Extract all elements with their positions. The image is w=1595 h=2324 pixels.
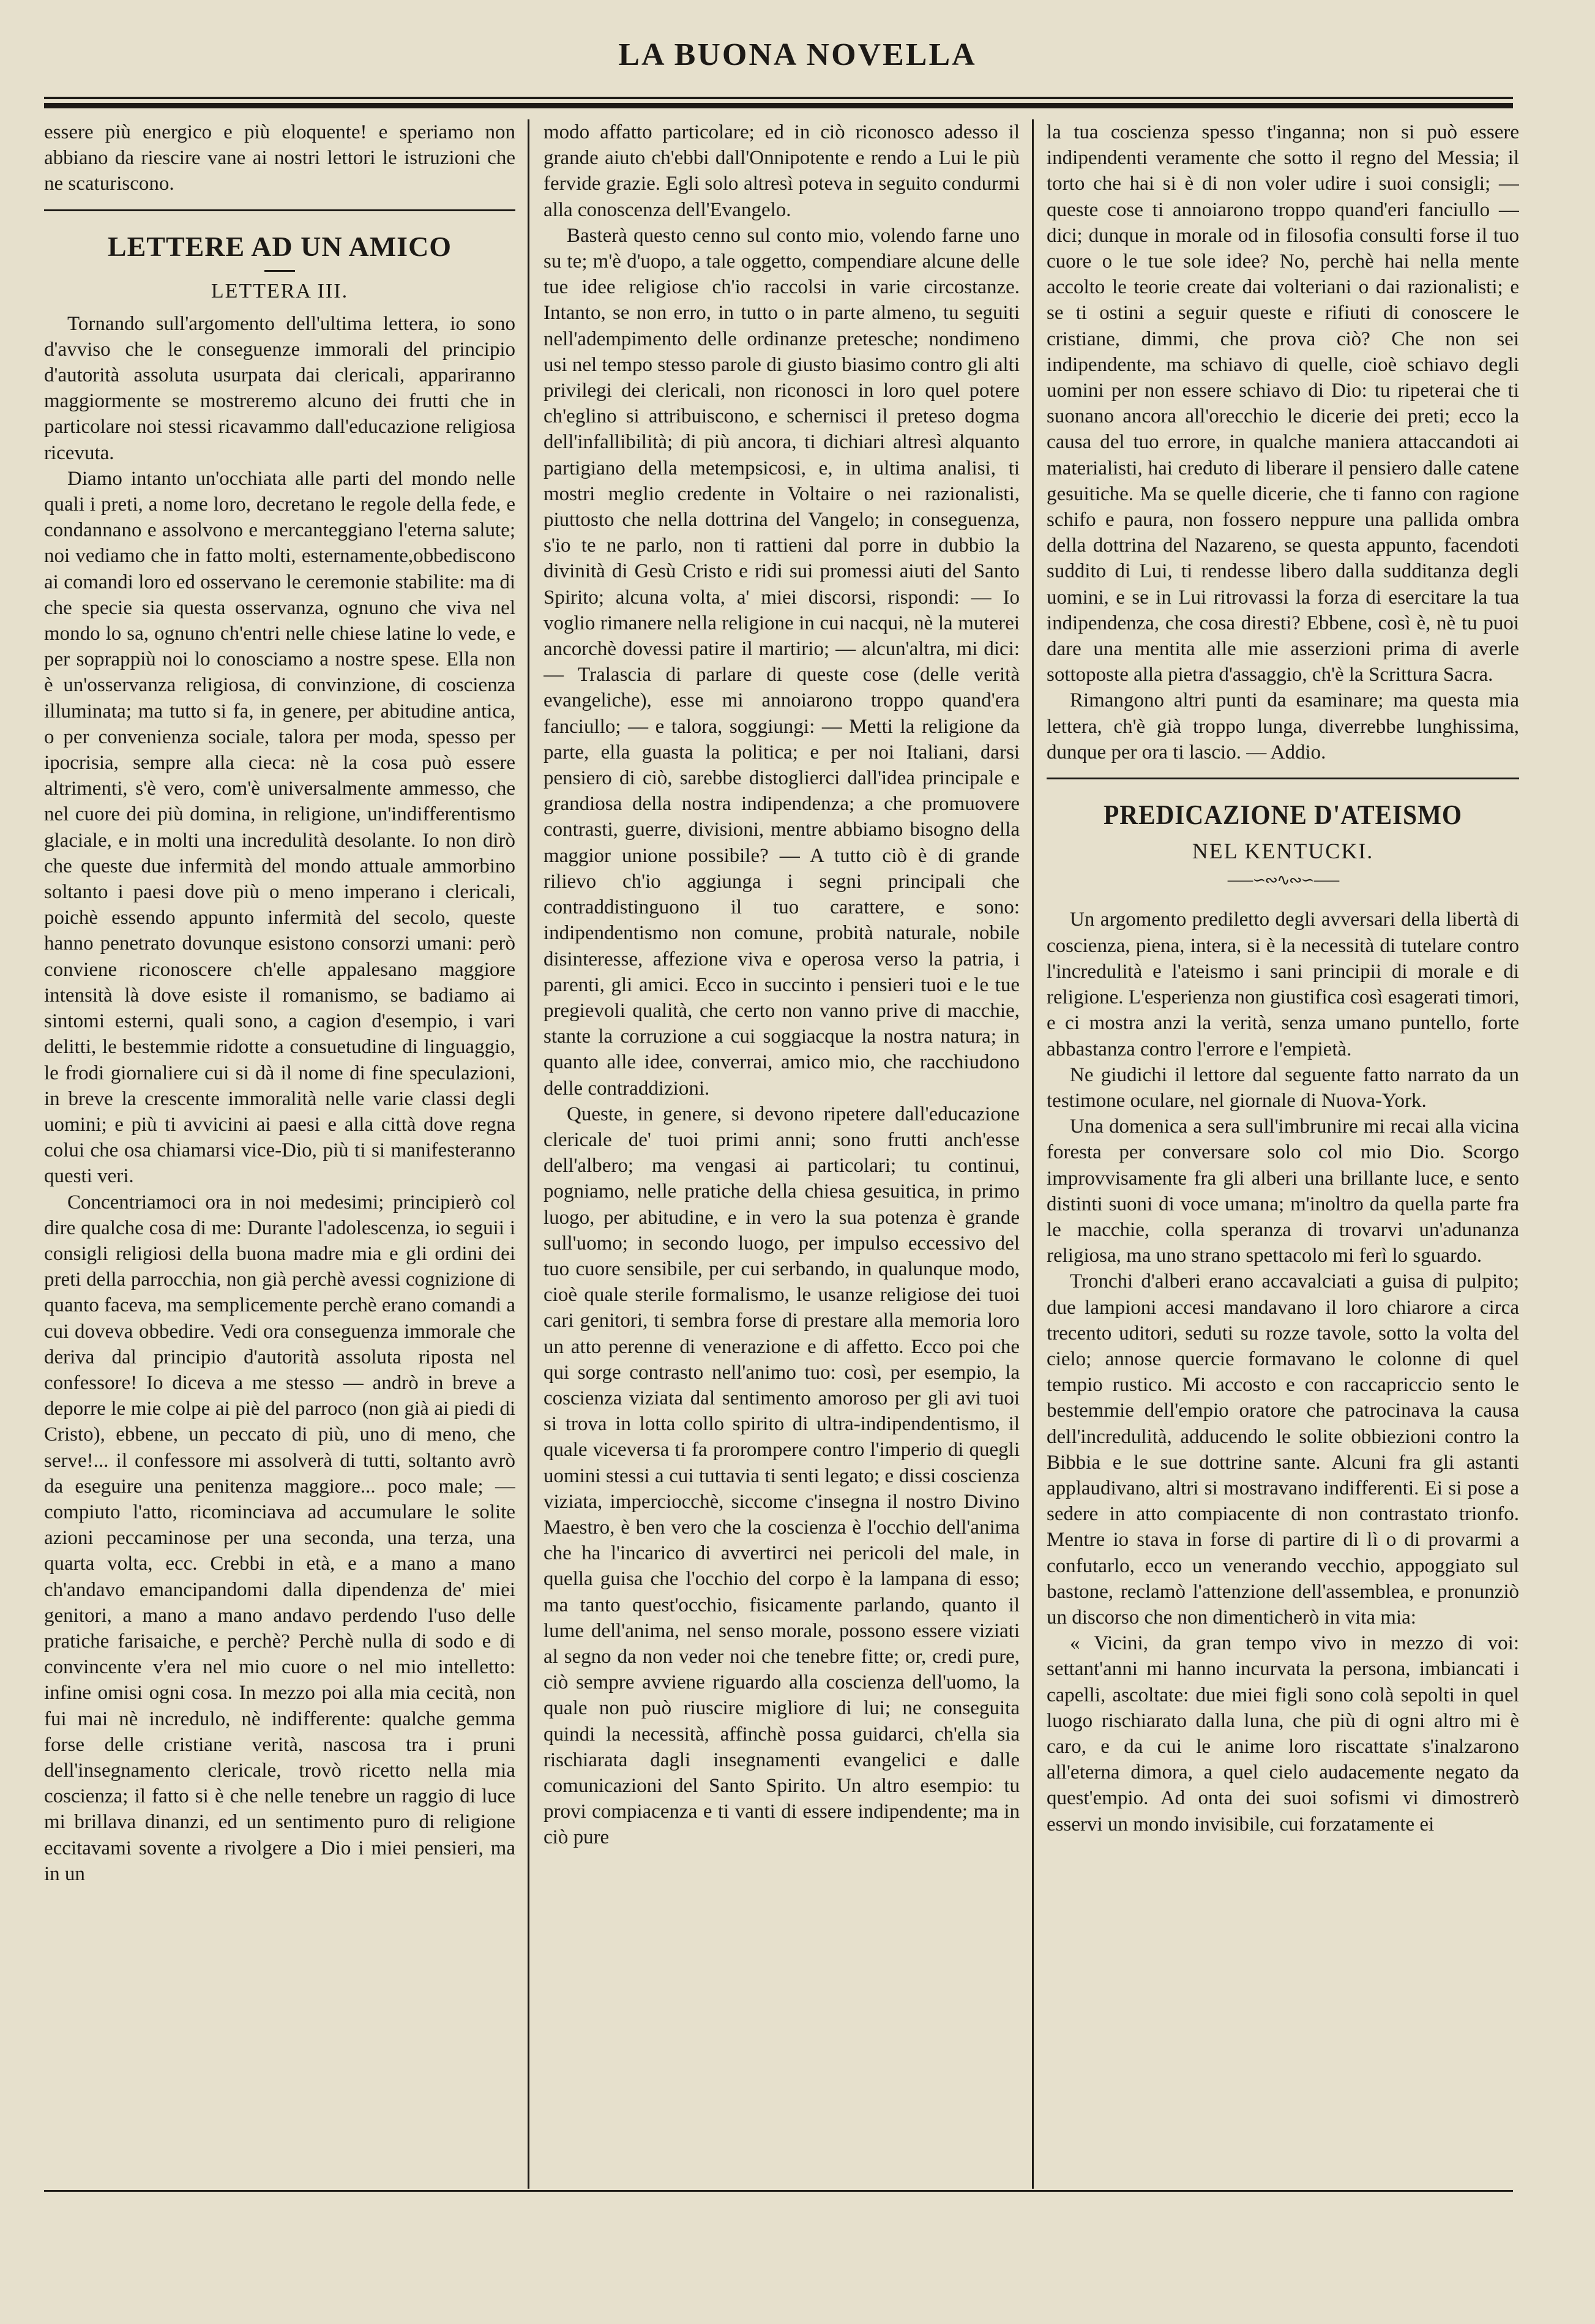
column-2 bbox=[543, 119, 1020, 2299]
ornament: ⸺∽∾∿∾∽⸺ bbox=[1227, 871, 1339, 890]
column-divider-2 bbox=[1032, 119, 1034, 2189]
article-heading: PREDICAZIONE D'ATEISMO bbox=[1103, 799, 1463, 831]
heading-dash bbox=[264, 270, 295, 272]
article-text: essere più energico e più eloquente! e speriamo non abbiano da riescire vane ai nostri lettori le istruzioni che ne scaturiscono. bbox=[44, 121, 515, 195]
article-paragraph: Una domenica a sera sull'imbrunire mi recai alla vicina foresta per conversare solo col mio Dio. Scorgo improvvisamente fra gli alberi una brillante luce, e sento distinti suoni di voce umana; m'inoltro da quella parte fra le macchie, colla speranza di trovarvi un'adunanza religiosa, ma uno strano spettacolo mi ferì lo sguardo. bbox=[1047, 1115, 1519, 1267]
column-1 bbox=[44, 119, 515, 2299]
article-paragraph: Tronchi d'alberi erano accavalciati a guisa di pulpito; due lampioni accesi mandavano il loro chiarore a circa trecento uditori, seduti su rozze tavole, sotto la volta del cielo; annose quercie formavano le colonne di quel tempio rustico. Mi accosto e con raccapriccio sento le bestemmie dell'empio oratore che patrocinava la causa dell'incredulità, adducendo le solite obbiezioni contro la Bibbia e le sue dottrine sante. Alcuni fra gli astanti applaudivano, altri si mostravano indifferenti. Ei si pose a sedere in atto compiacente di non contrastato trionfo. Mentre io stava in forse di partire di lì o di provarmi a confutarlo, ecco un venerando vecchio, appoggiato sul bastone, reclamò l'attenzione dell'assemblea, e pronunziò un discorso che non dimenticherò in vita mia: bbox=[1047, 1270, 1519, 1629]
section-separator bbox=[44, 209, 515, 211]
section-separator bbox=[1047, 778, 1519, 779]
article-subheading: LETTERA III. bbox=[211, 279, 349, 302]
header-rule-thin bbox=[44, 97, 1513, 99]
masthead: LA BUONA NOVELLA bbox=[618, 37, 977, 72]
header-rule-thick bbox=[44, 103, 1513, 108]
footer-rule bbox=[44, 2190, 1513, 2192]
article-paragraph: Rimangono altri punti da esaminare; ma questa mia lettera, ch'è già troppo lunga, diverrebbe lunghissima, dunque per ora ti lascio. — Addio. bbox=[1047, 689, 1519, 763]
article-subheading: NEL KENTUCKI. bbox=[1192, 839, 1374, 864]
article-paragraph: modo affatto particolare; ed in ciò riconosco adesso il grande aiuto ch'ebbi dall'Onnipotente e rendo a Lui le più fervide grazie. Egli solo altresì poteva in seguito condurmi alla conoscenza dell'Evangelo. bbox=[543, 121, 1020, 221]
article-paragraph: Un argomento prediletto degli avversari della libertà di coscienza, piena, intera, si è la necessità di tutelare contro l'incredulità e l'ateismo i sani principii di morale e di religione. L'esperienza non giustifica così esagerati timori, e ci mostra anzi la verità, senza umano puntello, forte abbastanza contro l'errore e l'empietà. bbox=[1047, 909, 1519, 1060]
article-paragraph: Diamo intanto un'occhiata alle parti del mondo nelle quali i preti, a nome loro, decretano le regole della fede, e condannano e assolvono e mercanteggiano l'eterna salute; noi vediamo che in fatto molti, esternamente,obbediscono ai comandi loro ed osservano le ceremonie stabilite: ma di che specie sia questa osservanza, ognuno che viva nel mondo lo sa, ognuno ch'entri nelle chiese latine lo vede, e per soprappiù noi lo conosciamo a nostre spese. Ella non è un'osservanza religiosa, di convinzione, di coscienza illuminata; ma tutto si fa, in genere, per abitudine antica, o per convenienza sociale, talora per moda, spesso per ipocrisia, sempre alla cieca: nè la cosa può essere altrimenti, s'è vero, com'è universalmente ammesso, che nel cuore dei più domina, in religione, un'indifferentismo glaciale, e in molti una incredulità desolante. Io non dirò che queste due infermità del mondo attuale ammorbino soltanto i paesi dove più o meno imperano i clericali, poichè essendo appunto infermità del secolo, queste hanno penetrato dovunque esistono consorzi umani: però conviene riconoscere ch'elle appalesano maggiore intensità là dove esiste il romanismo, se badiamo ai sintomi esterni, quali sono, a cagion d'esempio, i vari delitti, le bestemmie ridotte a consuetudine di linguaggio, le frodi giornaliere cui si dà il nome di fine speculazioni, in breve la crescente immoralità nelle varie classi degli uomini; e più ti avvicini ai paesi e alla città dove regna colui che osa chiamarsi vice-Dio, più ti si manifesteranno questi veri. bbox=[44, 467, 515, 1188]
column-3 bbox=[1047, 119, 1519, 2299]
article-paragraph: Concentriamoci ora in noi medesimi; principierò col dire qualche cosa di me: Durante l'adolescenza, io seguii i consigli religiosi della buona madre mia e gli ordini dei preti della parrocchia, non già perchè avessi cognizione di quanto faceva, ma semplicemente perchè erano comandi a cui doveva obbedire. Vedi ora conseguenza immorale che deriva dal principio d'autorità assoluta riposta nel confessore! Io diceva a me stesso — andrò in breve a deporre le mie colpe ai piè del parroco (non già ai piedi di Cristo), ebbene, un peccato di più, uno di meno, che serve!... il confessore mi assolverà di tutti, soltanto avrò da eseguire una penitenza maggiore... poco male; — compiuto l'atto, ricominciava ad accumulare le solite azioni peccaminose per una seconda, una terza, una quarta volta, ecc. Crebbi in età, e a mano a mano ch'andavo emancipandomi dalla dipendenza de' miei genitori, a mano a mano andavo perdendo l'uso delle pratiche farisaiche, e perchè? Perchè nulla di sodo e di convincente v'era nel mio cuore o nel mio intelletto: infine omisi ogni cosa. In mezzo poi alla mia cecità, non fui mai nè incredulo, nè indifferente: qualche gemma forse delle cristiane verità, nascosa tra i pruni dell'insegnamento clericale, trovò ricetto nella mia coscienza; il fatto si è che nelle tenebre un raggio di luce mi brillava dinanzi, ed un sentimento puro di religione eccitavami sovente a rivolgere a Dio i miei pensieri, ma in un bbox=[44, 1191, 515, 1885]
article-paragraph: Ne giudichi il lettore dal seguente fatto narrato da un testimone oculare, nel giornale di Nuova-York. bbox=[1047, 1063, 1519, 1112]
column-divider-1 bbox=[528, 119, 529, 2189]
article-paragraph: la tua coscienza spesso t'inganna; non si può essere indipendenti veramente che sotto il regno del Messia; il torto che hai si è di non voler udire i suoi consigli; — queste cose ti annoiarono troppo quand'eri fanciullo — dici; dunque in morale od in filosofia consulti forse il tuo cuore o le tue sole idee? No, perchè hai nella mente accolto le teorie create dai volteriani o dai razionalisti; e se ti ostini a seguir queste e rifiuti di conoscere le cristiane, dimmi, che prova ciò? Che non sei indipendente, ma schiavo di quelle, cioè schiavo degli uomini per non essere schiavo di Dio: tu ripeterai che ti suonano ancora all'orecchio le dicerie dei preti; ecco la causa del tuo errore, in qualche maniera attaccandoti ai materialisti, hai creduto di liberare il pensiero dalle catene gesuitiche. Ma se quelle dicerie, che ti fanno con ragione schifo e paura, non fossero neppure una pallida ombra della dottrina del Nazareno, se questa appunto, facendoti suddito di Lui, ti rendesse libero dalla sudditanza degli uomini, e se in Lui ritrovassi la forza di esercitare la tua indipendenza, che cosa diresti? Ebbene, così è, nè tu puoi dare una mentita alle mie asserzioni prima di averle sottoposte alla pietra d'assaggio, ch'è la Scrittura Sacra. bbox=[1047, 121, 1519, 686]
article-heading: LETTERE AD UN AMICO bbox=[107, 230, 452, 262]
article-paragraph: Tornando sull'argomento dell'ultima lettera, io sono d'avviso che le conseguenze immorali del principio d'autorità assoluta usurpata dai clericali, appariranno maggiormente se mostreremo alcuno dei frutti che in particolare noi stessi ricavammo dall'educazione religiosa ricevuta. bbox=[44, 312, 515, 464]
article-paragraph: « Vicini, da gran tempo vivo in mezzo di voi: settant'anni mi hanno incurvata la persona, imbiancati i capelli, ascoltate: due miei figli sono colà sepolti in quel luogo rischiarato dalla luna, che più di ogni altro mi è caro, e da cui le anime loro riscattate s'inalzarono all'eterna dimora, a quel cielo audacemente negato da quest'empio. Ad onta dei suoi sofismi vi dimostrerò esservi un mondo invisibile, cui forzatamente ei bbox=[1047, 1632, 1519, 1835]
article-paragraph: Queste, in genere, si devono ripetere dall'educazione clericale de' tuoi primi anni; sono frutti anch'esse dell'albero; ma vengasi ai particolari; tu continui, pogniamo, nelle pratiche della chiesa gesuitica, in primo luogo, per abitudine, e in vero la sua potenza è grande sull'uomo; in secondo luogo, per impulso eccessivo del tuo cuore sensibile, per cui serbando, in qualunque modo, cioè quale sterile formalismo, le usanze religiose dei tuoi cari genitori, ti sembra forse di prestare alla memoria loro un atto perenne di venerazione e di affetto. Ecco poi che qui sorge contrasto nell'animo tuo: così, per esempio, la coscienza viziata dal sentimento amoroso per gli avi tuoi si trova in lotta collo spirito di ultra-indipendentismo, il quale viceversa ti fa prorompere contro l'imperio di quegli uomini stessi a cui tuttavia ti senti legato; e dissi coscienza viziata, imperciocchè, siccome c'insegna il nostro Divino Maestro, è ben vero che la coscienza è l'occhio dell'anima che ha l'incarico di avvertirci nei pericoli del male, in quella guisa che l'occhio del corpo è la lampana di esso; ma tanto quest'occhio, fisicamente parlando, quanto il lume dell'anima, nel senso morale, possono essere viziati al segno da non veder noi che tenebre fitte; or, credi pure, ciò sempre avviene riguardo alla coscienza dell'uomo, la quale non può riuscire migliore di lui; ne conseguita quindi la necessità, affinchè possa guidarci, ch'ella sia rischiarata dagli insegnamenti evangelici e dalle comunicazioni del Santo Spirito. Un altro esempio: tu provi compiacenza e ti vanti di essere indipendente; ma in ciò pure bbox=[543, 1103, 1020, 1849]
article-paragraph: Basterà questo cenno sul conto mio, volendo farne uno su te; m'è d'uopo, a tale oggetto, compendiare alcune delle tue idee religiose ch'io raccolsi in varie circostanze. Intanto, se non erro, in tutto o in parte almeno, tu seguiti nell'adempimento delle ordinanze pretesche; nondimeno usi nel tempo stesso parole di giusto biasimo contro gli alti privilegi dei clericali, non riconosci in loro quel potere ch'eglino si attribuiscono, e schernisci il preteso dogma dell'infallibilità; di più ancora, ti dichiari altresì alquanto partigiano della metempsicosi, e, in ultima analisi, ti mostri meglio credente in Voltaire o nei razionalisti, piuttosto che nella dottrina del Vangelo; in conseguenza, s'io te ne parlo, non ti rattieni dal porre in dubbio la divinità di Gesù Cristo e ridi sui promessi aiuti del Santo Spirito; alcuna volta, a' miei discorsi, rispondi: — Io voglio rimanere nella religione in cui nacqui, nè la muterei ancorchè dovessi patire il martirio; — alcun'altra, mi dici: — Tralascia di parlare di queste cose (delle verità evangeliche), esse mi annoiarono troppo quand'era fanciullo; — e talora, soggiungi: — Metti la religione da parte, ella guasta la politica; e per noi Italiani, darsi pensiero di ciò, sarebbe distoglierci dall'idea principale e grandiosa della nostra indipendenza; a che promuovere contrasti, guerre, divisioni, mentre abbiamo bisogno della maggior unione possibile? — A tutto ciò è di grande rilievo ch'io aggiunga i segni principali che contraddistinguono il tuo carattere, e sono: indipendentismo non comune, probità naturale, nobile disinteresse, affezione viva e operosa verso la patria, i parenti, gli amici. Ecco in succinto i pensieri tuoi e le tue pregievoli qualità, che certo non vanno prive di macchie, stante la corruzione a cui soggiacque la nostra natura; in quanto alle idee, converrai, amico mio, che racchiudono delle contraddizioni. bbox=[543, 224, 1020, 1100]
